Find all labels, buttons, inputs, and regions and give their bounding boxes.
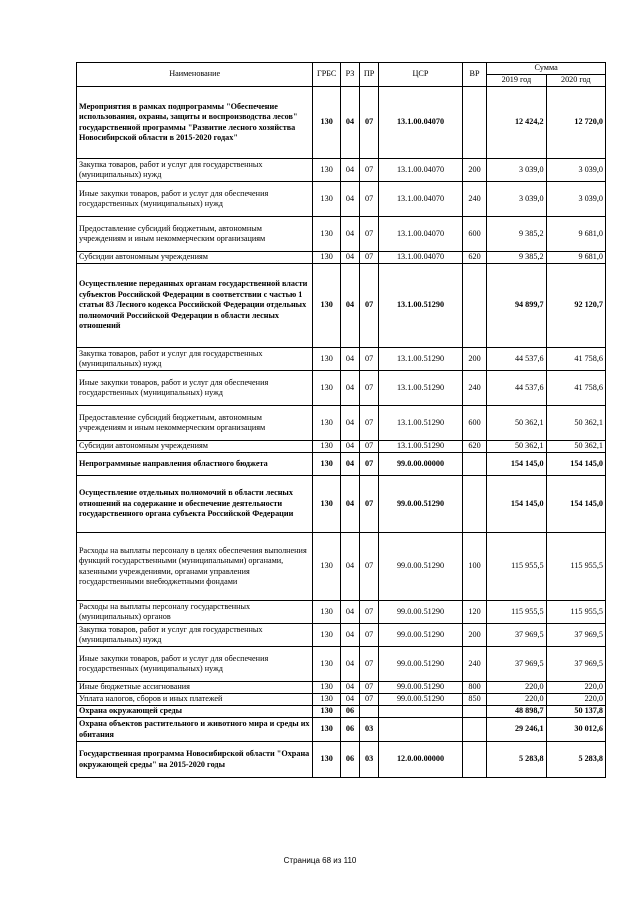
cell-2019: 220,0 [487,694,546,706]
cell-rz: 04 [340,453,359,476]
cell-csr [379,706,463,718]
cell-2020: 154 145,0 [546,453,605,476]
cell-rz: 04 [340,476,359,533]
cell-rz: 04 [340,441,359,453]
cell-name: Уплата налогов, сборов и иных платежей [77,694,313,706]
cell-pr: 07 [360,252,379,264]
cell-2020: 115 955,5 [546,533,605,601]
table-row [77,87,606,159]
cell-name: Закупка товаров, работ и услуг для государственных (муниципальных) нужд [77,348,313,371]
cell-rz: 04 [340,159,359,182]
cell-2020: 41 758,6 [546,371,605,406]
cell-pr: 07 [360,453,379,476]
cell-vr: 200 [462,159,486,182]
cell-csr: 99.0.00.51290 [379,694,463,706]
cell-2019: 3 039,0 [487,182,546,217]
cell-csr: 13.1.00.04070 [379,217,463,252]
cell-pr: 07 [360,217,379,252]
cell-grbs: 130 [313,87,341,159]
cell-vr [462,706,486,718]
cell-rz: 04 [340,682,359,694]
table-row [77,348,606,371]
cell-csr: 99.0.00.51290 [379,533,463,601]
cell-csr: 99.0.00.00000 [379,453,463,476]
header-csr: ЦСР [379,63,463,87]
cell-vr: 600 [462,217,486,252]
cell-rz: 06 [340,742,359,778]
table-row [77,453,606,476]
cell-vr [462,476,486,533]
table-row [77,406,606,441]
table-row [77,647,606,682]
cell-vr [462,742,486,778]
cell-grbs: 130 [313,264,341,348]
cell-2019: 37 969,5 [487,647,546,682]
table-row [77,601,606,624]
cell-2019: 37 969,5 [487,624,546,647]
header-pr: ПР [360,63,379,87]
header-year-2020: 2020 год [546,75,605,87]
cell-vr: 850 [462,694,486,706]
cell-grbs: 130 [313,742,341,778]
cell-csr: 13.1.00.51290 [379,406,463,441]
header-name: Наименование [77,63,313,87]
cell-name: Предоставление субсидий бюджетным, автономным учреждениям и иным некоммерческим организациям [77,406,313,441]
cell-name: Предоставление субсидий бюджетным, автономным учреждениям и иным некоммерческим организациям [77,217,313,252]
cell-name: Мероприятия в рамках подпрограммы "Обеспечение использования, охраны, защиты и воспроизводства лесов" государственной программы "Развитие лесного хозяйства Новосибирской области в 2015-2020 годах" [77,87,313,159]
cell-vr [462,453,486,476]
cell-name: Закупка товаров, работ и услуг для государственных (муниципальных) нужд [77,159,313,182]
cell-vr: 240 [462,647,486,682]
cell-name: Субсидии автономным учреждениям [77,441,313,453]
cell-vr: 800 [462,682,486,694]
cell-2020: 37 969,5 [546,647,605,682]
cell-name: Государственная программа Новосибирской области "Охрана окружающей среды" на 2015-2020 годы [77,742,313,778]
cell-pr: 07 [360,694,379,706]
cell-pr: 07 [360,476,379,533]
cell-2019: 115 955,5 [487,601,546,624]
cell-rz: 06 [340,718,359,742]
cell-grbs: 130 [313,706,341,718]
cell-vr [462,87,486,159]
cell-2020: 5 283,8 [546,742,605,778]
table-body [77,87,606,778]
cell-rz: 04 [340,371,359,406]
cell-grbs: 130 [313,217,341,252]
cell-rz: 04 [340,182,359,217]
cell-2019: 154 145,0 [487,453,546,476]
cell-pr: 07 [360,159,379,182]
table-row [77,476,606,533]
cell-2020: 115 955,5 [546,601,605,624]
cell-csr: 99.0.00.51290 [379,624,463,647]
cell-name: Осуществление переданных органам государственной власти субъектов Российской Федерации в соответствии с частью 1 статьи 83 Лесного кодекса Российской Федерации отдельных полномочий Российской Федерации в области лесных отношений [77,264,313,348]
header-rz: РЗ [340,63,359,87]
cell-pr: 07 [360,182,379,217]
cell-2019: 94 899,7 [487,264,546,348]
cell-vr [462,718,486,742]
cell-grbs: 130 [313,624,341,647]
cell-pr: 07 [360,264,379,348]
cell-pr: 07 [360,441,379,453]
cell-pr: 03 [360,718,379,742]
cell-vr: 200 [462,348,486,371]
cell-2020: 9 681,0 [546,252,605,264]
table-row [77,217,606,252]
cell-csr: 13.1.00.51290 [379,348,463,371]
cell-2020: 92 120,7 [546,264,605,348]
cell-csr: 13.1.00.51290 [379,371,463,406]
table-row [77,264,606,348]
cell-pr: 07 [360,406,379,441]
cell-grbs: 130 [313,252,341,264]
cell-grbs: 130 [313,647,341,682]
cell-grbs: 130 [313,601,341,624]
cell-name: Иные закупки товаров, работ и услуг для обеспечения государственных (муниципальных) нужд [77,371,313,406]
cell-rz: 04 [340,694,359,706]
cell-csr: 13.1.00.04070 [379,87,463,159]
cell-csr: 13.1.00.51290 [379,264,463,348]
cell-2019: 154 145,0 [487,476,546,533]
cell-csr: 99.0.00.51290 [379,476,463,533]
cell-rz: 04 [340,252,359,264]
cell-grbs: 130 [313,371,341,406]
table-row [77,533,606,601]
header-vr: ВР [462,63,486,87]
cell-2020: 30 012,6 [546,718,605,742]
cell-csr: 12.0.00.00000 [379,742,463,778]
cell-name: Осуществление отдельных полномочий в области лесных отношений на содержание и обеспечение деятельности государственного органа субъекта Российской Федерации [77,476,313,533]
cell-rz: 06 [340,706,359,718]
cell-pr: 07 [360,87,379,159]
cell-2020: 41 758,6 [546,348,605,371]
table-row [77,371,606,406]
cell-vr: 100 [462,533,486,601]
cell-rz: 04 [340,533,359,601]
cell-csr [379,718,463,742]
cell-2019: 9 385,2 [487,217,546,252]
cell-vr: 240 [462,182,486,217]
cell-grbs: 130 [313,476,341,533]
table-row [77,694,606,706]
cell-name: Иные бюджетные ассигнования [77,682,313,694]
cell-pr: 07 [360,647,379,682]
table-row [77,159,606,182]
cell-csr: 13.1.00.04070 [379,182,463,217]
cell-pr: 03 [360,742,379,778]
cell-name: Субсидии автономным учреждениям [77,252,313,264]
cell-2019: 44 537,6 [487,371,546,406]
cell-2020: 220,0 [546,694,605,706]
cell-rz: 04 [340,217,359,252]
cell-2019: 9 385,2 [487,252,546,264]
cell-grbs: 130 [313,182,341,217]
cell-csr: 99.0.00.51290 [379,682,463,694]
cell-vr: 200 [462,624,486,647]
cell-csr: 13.1.00.04070 [379,252,463,264]
cell-2019: 12 424,2 [487,87,546,159]
cell-csr: 99.0.00.51290 [379,601,463,624]
cell-csr: 99.0.00.51290 [379,647,463,682]
cell-2020: 220,0 [546,682,605,694]
cell-vr: 620 [462,252,486,264]
cell-2019: 220,0 [487,682,546,694]
cell-grbs: 130 [313,453,341,476]
cell-grbs: 130 [313,718,341,742]
cell-csr: 13.1.00.51290 [379,441,463,453]
cell-rz: 04 [340,601,359,624]
cell-name: Иные закупки товаров, работ и услуг для обеспечения государственных (муниципальных) нужд [77,647,313,682]
cell-rz: 04 [340,406,359,441]
cell-2019: 44 537,6 [487,348,546,371]
budget-table [76,62,606,778]
cell-2019: 5 283,8 [487,742,546,778]
cell-pr: 07 [360,624,379,647]
page-footer: Страница 68 из 110 [283,856,357,865]
cell-pr: 07 [360,348,379,371]
cell-rz: 04 [340,647,359,682]
cell-2020: 3 039,0 [546,159,605,182]
cell-2020: 50 362,1 [546,441,605,453]
cell-pr: 07 [360,682,379,694]
cell-vr: 120 [462,601,486,624]
cell-grbs: 130 [313,406,341,441]
cell-rz: 04 [340,624,359,647]
cell-vr [462,264,486,348]
cell-grbs: 130 [313,159,341,182]
cell-csr: 13.1.00.04070 [379,159,463,182]
cell-2019: 50 362,1 [487,406,546,441]
cell-2019: 48 898,7 [487,706,546,718]
cell-2020: 3 039,0 [546,182,605,217]
cell-2020: 37 969,5 [546,624,605,647]
table-row [77,182,606,217]
cell-pr: 07 [360,371,379,406]
cell-2019: 29 246,1 [487,718,546,742]
table-row [77,706,606,718]
cell-vr: 600 [462,406,486,441]
cell-grbs: 130 [313,533,341,601]
cell-name: Закупка товаров, работ и услуг для государственных (муниципальных) нужд [77,624,313,647]
table-row [77,742,606,778]
cell-rz: 04 [340,348,359,371]
cell-2019: 3 039,0 [487,159,546,182]
cell-2020: 12 720,0 [546,87,605,159]
cell-name: Расходы на выплаты персоналу государственных (муниципальных) органов [77,601,313,624]
header-year-2019: 2019 год [487,75,546,87]
cell-name: Охрана объектов растительного и животного мира и среды их обитания [77,718,313,742]
cell-rz: 04 [340,87,359,159]
cell-pr: 07 [360,533,379,601]
table-row [77,718,606,742]
cell-grbs: 130 [313,441,341,453]
cell-pr [360,706,379,718]
cell-grbs: 130 [313,682,341,694]
cell-2020: 9 681,0 [546,217,605,252]
cell-2020: 154 145,0 [546,476,605,533]
cell-vr: 240 [462,371,486,406]
cell-name: Иные закупки товаров, работ и услуг для обеспечения государственных (муниципальных) нужд [77,182,313,217]
cell-name: Непрограммные направления областного бюджета [77,453,313,476]
table-row [77,682,606,694]
cell-vr: 620 [462,441,486,453]
table-row [77,624,606,647]
table-row [77,252,606,264]
cell-name: Охрана окружающей среды [77,706,313,718]
cell-2019: 115 955,5 [487,533,546,601]
cell-rz: 04 [340,264,359,348]
cell-grbs: 130 [313,348,341,371]
cell-2020: 50 362,1 [546,406,605,441]
header-grbs: ГРБС [313,63,341,87]
table-row [77,441,606,453]
cell-2019: 50 362,1 [487,441,546,453]
cell-2020: 50 137,8 [546,706,605,718]
cell-pr: 07 [360,601,379,624]
cell-grbs: 130 [313,694,341,706]
header-sum: Сумма [487,63,606,75]
cell-name: Расходы на выплаты персоналу в целях обеспечения выполнения функций государственными (муниципальными) органами, казенными учреждениями, органами управления государственными внебюджетными фондами [77,533,313,601]
